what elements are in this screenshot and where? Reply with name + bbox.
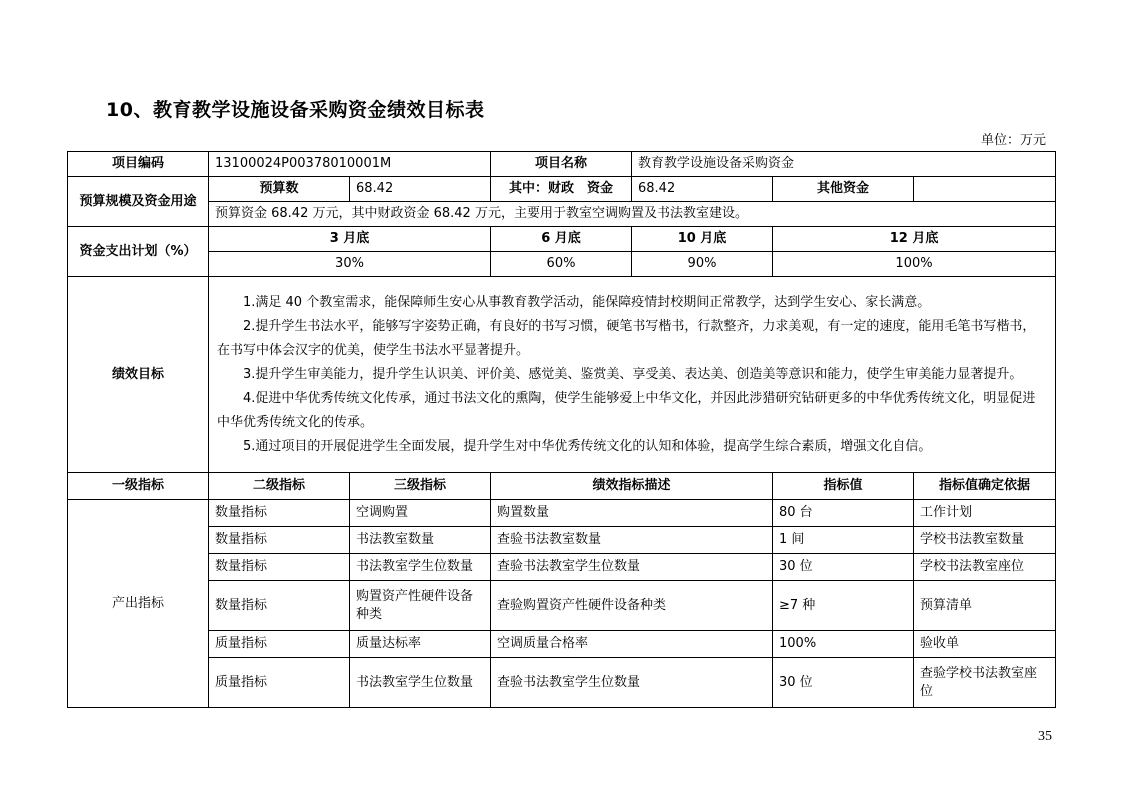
plan-value: 60% <box>491 252 632 277</box>
plan-period: 12 月底 <box>773 227 1056 252</box>
goals-text <box>209 277 1056 473</box>
plan-label: 资金支出计划（%） <box>68 227 209 277</box>
level2-cell: 数量指标 <box>209 554 350 581</box>
goal-item: 5.通过项目的开展促进学生全面发展，提升学生对中华优秀传统文化的认知和体验，提高学生综合素质，增强文化自信。 <box>243 438 932 454</box>
value-cell: 30 位 <box>773 554 914 581</box>
goal-item: 2.提升学生书法水平，能够写字姿势正确，有良好的书写习惯，硬笔书写楷书，行款整齐，力求美观，有一定的速度，能用毛笔书写楷书，在书写中体会汉字的优美，使学生书法水平显著提升。 <box>217 318 1036 358</box>
level2-cell: 数量指标 <box>209 527 350 554</box>
desc-cell: 购置数量 <box>491 500 773 527</box>
indicator-header-row <box>68 473 1056 500</box>
indicator-header: 绩效指标描述 <box>491 473 773 500</box>
table-row <box>68 581 1056 631</box>
budget-amount-label: 预算数 <box>209 177 350 202</box>
plan-header-row <box>68 227 1056 252</box>
level3-cell: 质量达标率 <box>350 631 491 658</box>
value-cell: 1 间 <box>773 527 914 554</box>
level2-cell: 数量指标 <box>209 500 350 527</box>
plan-value-row <box>68 252 1056 277</box>
value-cell: 100% <box>773 631 914 658</box>
table-row <box>68 658 1056 708</box>
desc-cell: 查验书法教室学生位数量 <box>491 554 773 581</box>
basis-cell: 工作计划 <box>914 500 1056 527</box>
value-cell: 30 位 <box>773 658 914 708</box>
table-row <box>68 554 1056 581</box>
plan-period: 6 月底 <box>491 227 632 252</box>
basis-cell: 预算清单 <box>914 581 1056 631</box>
basis-cell: 验收单 <box>914 631 1056 658</box>
project-name: 教育教学设施设备采购资金 <box>632 152 1056 177</box>
indicator-header: 一级指标 <box>68 473 209 500</box>
level3-cell: 书法教室学生位数量 <box>350 554 491 581</box>
project-name-label: 项目名称 <box>491 152 632 177</box>
plan-value: 90% <box>632 252 773 277</box>
desc-cell: 空调质量合格率 <box>491 631 773 658</box>
desc-cell: 查验书法教室学生位数量 <box>491 658 773 708</box>
goal-item: 4.促进中华优秀传统文化传承，通过书法文化的熏陶，使学生能够爱上中华文化，并因此涉猎研究钻研更多的中华优秀传统文化，明显促进中华优秀传统文化的传承。 <box>217 390 1036 430</box>
basis-cell: 学校书法教室座位 <box>914 554 1056 581</box>
project-code: 13100024P00378010001M <box>209 152 491 177</box>
basis-cell: 查验学校书法教室座位 <box>914 658 1056 708</box>
value-cell: 80 台 <box>773 500 914 527</box>
indicator-header: 三级指标 <box>350 473 491 500</box>
page-number: 35 <box>1038 729 1052 744</box>
plan-period: 3 月底 <box>209 227 491 252</box>
indicator-header: 指标值确定依据 <box>914 473 1056 500</box>
performance-goal-table <box>67 151 1056 708</box>
other-fund-label: 其他资金 <box>773 177 914 202</box>
page-title: 10、教育教学设施设备采购资金绩效目标表 <box>106 99 485 121</box>
level2-cell: 数量指标 <box>209 581 350 631</box>
table-row <box>68 527 1056 554</box>
goals-row <box>68 277 1056 473</box>
level2-cell: 质量指标 <box>209 658 350 708</box>
indicator-header: 二级指标 <box>209 473 350 500</box>
plan-period: 10 月底 <box>632 227 773 252</box>
goal-item: 3.提升学生审美能力，提升学生认识美、评价美、感觉美、鉴赏美、享受美、表达美、创造美等意识和能力，使学生审美能力显著提升。 <box>243 366 1023 382</box>
table-row <box>68 500 1056 527</box>
level3-cell: 空调购置 <box>350 500 491 527</box>
budget-usage: 预算资金 68.42 万元，其中财政资金 68.42 万元，主要用于教室空调购置及书法教室建设。 <box>209 202 1056 227</box>
basis-cell: 学校书法教室数量 <box>914 527 1056 554</box>
desc-cell: 查验书法教室数量 <box>491 527 773 554</box>
indicator-header: 指标值 <box>773 473 914 500</box>
budget-row <box>68 177 1056 202</box>
budget-label: 预算规模及资金用途 <box>68 177 209 227</box>
level3-cell: 购置资产性硬件设备种类 <box>350 581 491 631</box>
plan-value: 100% <box>773 252 1056 277</box>
plan-value: 30% <box>209 252 491 277</box>
level1-indicator: 产出指标 <box>68 500 209 708</box>
fiscal-fund: 68.42 <box>632 177 773 202</box>
goal-item: 1.满足 40 个教室需求，能保障师生安心从事教育教学活动，能保障疫情封校期间正常教学，达到学生安心、家长满意。 <box>243 294 931 310</box>
other-fund <box>914 177 1056 202</box>
table-row <box>68 631 1056 658</box>
project-row <box>68 152 1056 177</box>
value-cell: ≥7 种 <box>773 581 914 631</box>
budget-usage-row <box>68 202 1056 227</box>
budget-amount: 68.42 <box>350 177 491 202</box>
unit-label: 单位：万元 <box>980 133 1046 148</box>
level3-cell: 书法教室数量 <box>350 527 491 554</box>
goals-label: 绩效目标 <box>68 277 209 473</box>
level3-cell: 书法教室学生位数量 <box>350 658 491 708</box>
fiscal-fund-label: 其中：财政 资金 <box>491 177 632 202</box>
level2-cell: 质量指标 <box>209 631 350 658</box>
desc-cell: 查验购置资产性硬件设备种类 <box>491 581 773 631</box>
project-code-label: 项目编码 <box>68 152 209 177</box>
